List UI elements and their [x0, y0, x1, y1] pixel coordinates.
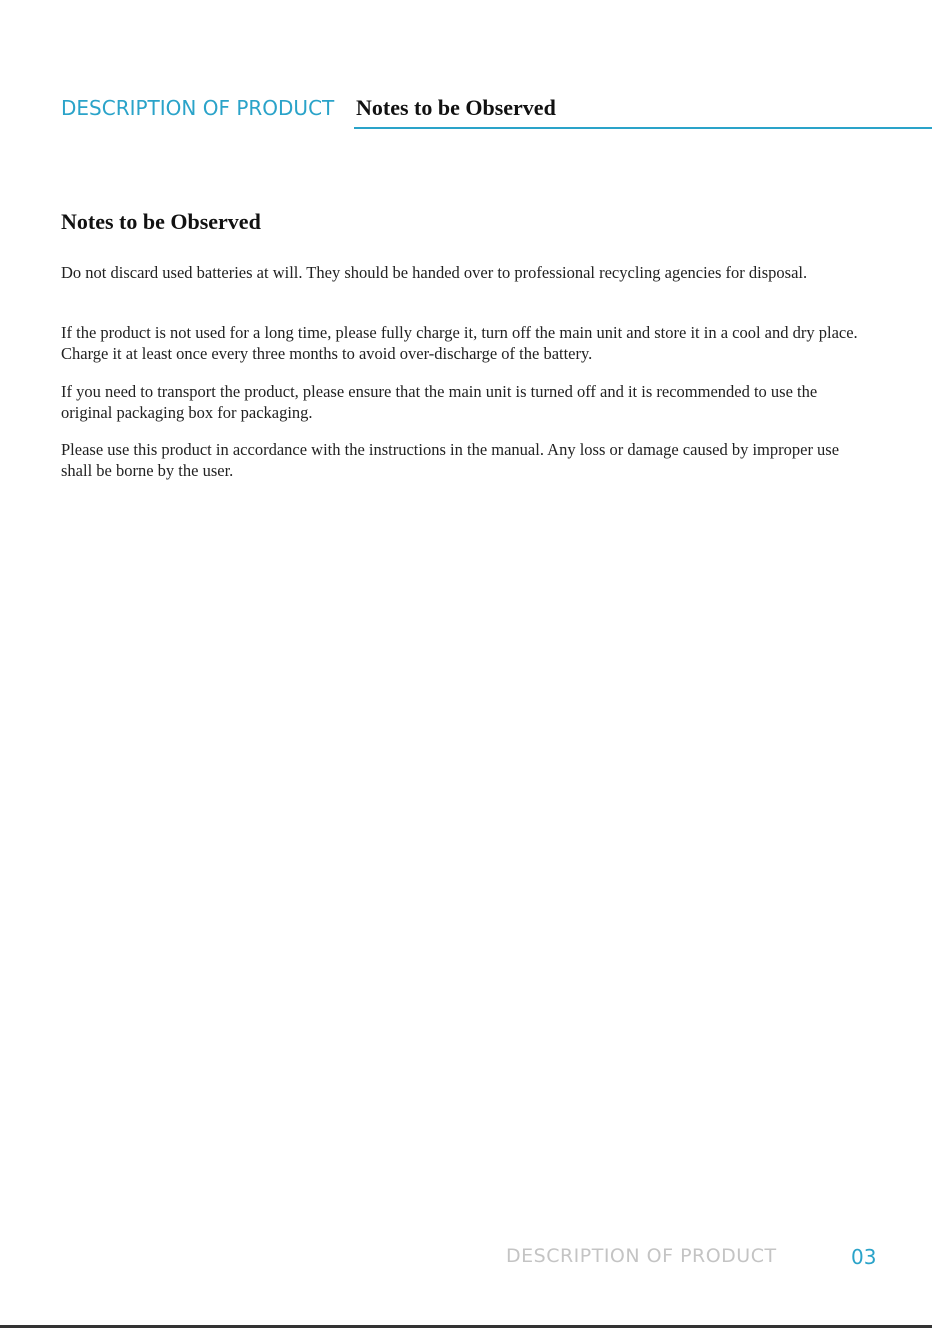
- paragraph-storage: If the product is not used for a long time, please fully charge it, turn off the main unit and store it in a cool and dry place. Charge it at least once every three months to avoid over-discharge of the battery.: [61, 323, 858, 363]
- header-divider: [354, 127, 932, 129]
- paragraph-battery-disposal: Do not discard used batteries at will. They should be handed over to professional recycling agencies for disposal.: [61, 263, 808, 282]
- header-section-label: DESCRIPTION OF PRODUCT: [61, 96, 335, 120]
- footer-section-label: DESCRIPTION OF PRODUCT: [506, 1245, 777, 1267]
- header-page-title: Notes to be Observed: [356, 95, 556, 120]
- page-number: 03: [851, 1245, 877, 1269]
- section-heading: Notes to be Observed: [61, 209, 261, 234]
- paragraph-usage-liability: Please use this product in accordance with the instructions in the manual. Any loss or damage caused by improper use shall be borne by the user.: [61, 440, 840, 480]
- paragraph-transport: If you need to transport the product, please ensure that the main unit is turned off and it is recommended to use the original packaging box for packaging.: [61, 382, 818, 422]
